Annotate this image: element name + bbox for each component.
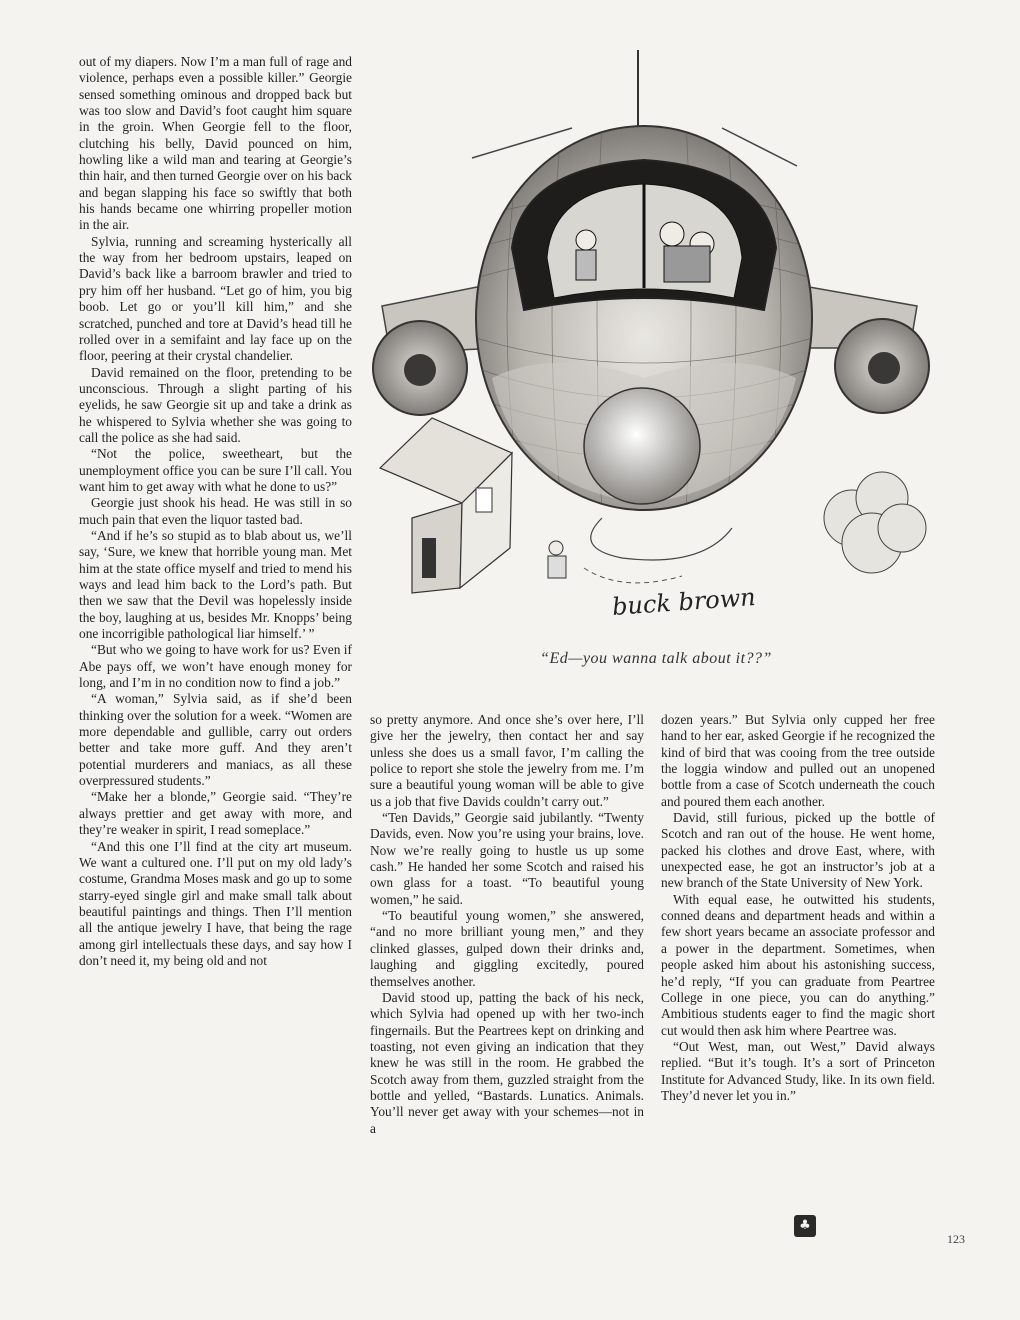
text-column-1 [79,54,352,969]
paragraph: “A woman,” Sylvia said, as if she’d been thinking over the solution for a week. “Women are more dependable and gullible, carry out orders better and take more guff. And they aren’t potential murderers and maniacs, as all these overpressured students.” [79,691,352,789]
page-number: 123 [947,1232,965,1246]
house [380,418,512,593]
paragraph: “Ten Davids,” Georgie said jubilantly. “Twenty Davids, even. Now you’re using your brains, love. Now we’re really going to hustle us up some cash.” He handed her some Scotch and raised his own glass for a toast. “To beautiful young women,” he said. [370,810,644,907]
paragraph: dozen years.” But Sylvia only cupped her free hand to her ear, asked Georgie if he recognized the kind of bird that was cooing from the tree outside the loggia window and pulled out an unopened bottle from a case of Scotch underneath the couch and poured them each another. [661,712,935,809]
paragraph: “And if he’s so stupid as to blab about us, we’ll say, ‘Sure, we knew that horrible young man. Met him at the state office myself and tried to mend his ways and lead him back to the Lord’s path. But then we saw that the Devil was hopelessly inside the boy, laughing at us, besides Mr. Knopps’ being one incorrigible pathological liar himself.’ ” [79,527,352,642]
text-column-3 [661,712,935,1104]
cartoonist-signature: buck brown [611,583,757,621]
paragraph: David, still furious, picked up the bottle of Scotch and ran out of the house. He went home, packed his clothes and drove East, where, with unexpected ease, he got an instructor’s job at a new branch of the State University of New York. [661,810,935,891]
paragraph: “Out West, man, out West,” David always replied. “But it’s tough. It’s a sort of Princeton Institute for Advanced Study, like. In its own field. They’d never let you in.” [661,1038,935,1103]
paragraph: so pretty anymore. And once she’s over here, I’ll give her the jewelry, then contact her and say unless she does us a small favor, I’m calling the police to report she stole the jewelry from me. I’m sure a beautiful young woman will be able to give us a job that five Davids couldn’t carry out.” [370,712,644,809]
paragraph: Sylvia, running and screaming hysterically all the way from her bedroom upstairs, leaped on David’s back like a barroom brawler and tried to pry him off her husband. “Let go of him, you big boob. Let go or you’ll kill him,” and she scratched, punched and tore at David’s head till he rolled over in a semifaint and lay face up on the floor, peering at their crystal chandelier. [79,233,352,364]
paragraph: David remained on the floor, pretending to be unconscious. Through a slight parting of his eyelids, he saw Georgie sit up and take a drink as he whispered to Sylvia whether she was going to call the police as she had said. [79,364,352,445]
tree [824,472,926,573]
text-column-2 [370,712,644,1137]
cartoon-caption: “Ed—you wanna talk about it??” [540,650,772,667]
paragraph: Georgie just shook his head. He was still in so much pain that even the liquor tasted bad. [79,495,352,527]
paragraph: With equal ease, he outwitted his students, conned deans and department heads and within a few short years became an associate professor and a power in the department. Sometimes, when people asked him about his astonishing success, he’d reply, “If you can graduate from Peartree College in one piece, you can do anything.” Ambitious students eager to find the magic short cut would then ask him where Peartree was. [661,891,935,1038]
paragraph: “But who we going to have work for us? Even if Abe pays off, we won’t have enough money for long, and I’m in no condition now to find a job.” [79,642,352,691]
cartoon-illustration [372,48,940,648]
nose-cone [584,388,700,504]
paragraph: David stood up, patting the back of his neck, which Sylvia had opened up with her two-inch fingernails. But the Peartrees kept on drinking and toasting, not even giving an indication that they knew he was still in the room. He grabbed the Scotch away from them, guzzled straight from the bottle and yelled, “Bastards. Lunatics. Animals. You’ll never get away with your schemes—not in a [370,989,644,1136]
paragraph: “To beautiful young women,” she answered, “and no more brilliant young men,” and they clinked glasses, gulped down their drinks and, laughing and giggling excitedly, poured themselves another. [370,908,644,989]
paragraph: “And this one I’ll find at the city art museum. We want a cultured one. I’ll put on my old lady’s costume, Grandma Moses mask and go up to some starry-eyed single girl and make small talk about beautiful paintings and things. Then I’ll mention all the antique jewelry I have, that being the rage among girl intellectuals these days, and say how I don’t need it, my being old and not [79,838,352,968]
paragraph: out of my diapers. Now I’m a man full of rage and violence, perhaps even a possible killer.” Georgie sensed something ominous and dropped back but was too slow and David’s foot caught him square in the groin. When Georgie fell to the floor, clutching his belly, David pounced on him, howling like a wild man and tearing at Georgie’s thin hair, and then turned Georgie over on his back and began slapping his face so swiftly that both his hands became one whirring propeller motion in the air. [79,54,352,233]
end-mark-rabbit-icon: ♣ [794,1215,816,1237]
paragraph: “Make her a blonde,” Georgie said. “They’re always prettier and get away with more, and they’re weaker in spirit, I read someplace.” [79,789,352,838]
paragraph: “Not the police, sweetheart, but the unemployment office you can be sure I’ll call. You want him to get away with what he done to us?” [79,446,352,494]
